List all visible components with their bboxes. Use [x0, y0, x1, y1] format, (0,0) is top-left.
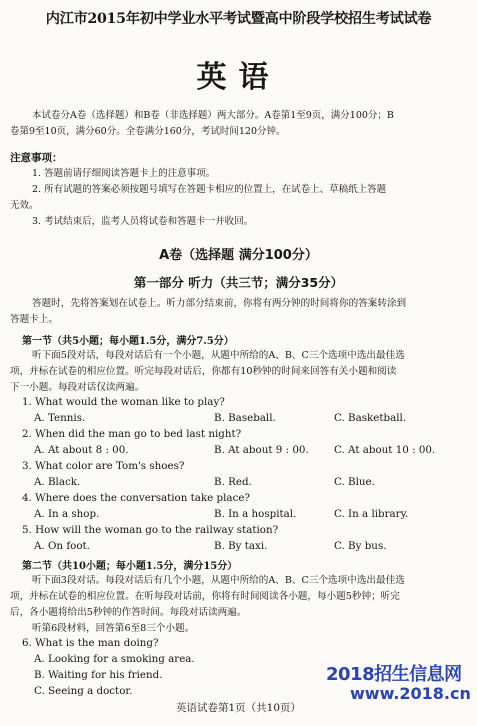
option-a: A. Looking for a smoking area. — [34, 653, 195, 665]
question-2: 2. When did the man go to bed last night? — [22, 428, 242, 440]
notes-list — [10, 166, 470, 230]
section2-instruction — [10, 573, 470, 637]
section1-instruction — [10, 348, 470, 396]
watermark-title: 2018招生信息网 — [326, 664, 462, 685]
part1-instruction-line: 答题卡上。 — [10, 314, 58, 325]
question-4-options — [34, 508, 454, 524]
option-c: C. Basketball. — [334, 412, 407, 424]
section2-instruction-line: 项，并标在试卷的相应位置。在听每段对话前，你将有时间阅读各小题，每小题5秒钟；听完 — [10, 591, 400, 602]
part1-instruction-line: 答题时，先将答案划在试卷上。听力部分结束前，你将有两分钟的时间将你的答案转涂到 — [32, 298, 407, 309]
option-b: B. By taxi. — [214, 540, 268, 552]
question-5: 5. How will the woman go to the railway station? — [22, 524, 279, 536]
option-c: C. By bus. — [334, 540, 387, 552]
intro-line-1: 本试卷分A卷（选择题）和B卷（非选择题）两大部分。A卷第1至9页，满分100分；B — [32, 110, 394, 121]
option-b: B. Waiting for his friend. — [34, 669, 163, 681]
notes-title: 注意事项： — [10, 152, 63, 164]
option-b: B. In a hospital. — [214, 508, 297, 520]
subject-title: 英语 — [196, 60, 281, 95]
question-3: 3. What color are Tom's shoes? — [22, 460, 185, 472]
note-item: 1. 答题前请仔细阅读答题卡上的注意事项。 — [32, 168, 216, 179]
option-c: C. In a library. — [334, 508, 409, 520]
exam-title: 内江市2015年初中学业水平考试暨高中阶段学校招生考试试卷 — [45, 11, 432, 27]
option-c: C. Seeing a doctor. — [34, 685, 133, 697]
question-6: 6. What is the man doing? — [22, 637, 159, 649]
note-item: 3. 考试结束后，监考人员将试卷和答题卡一并收回。 — [32, 216, 254, 227]
section2-instruction-line: 听下面3段对话。每段对话后有几个小题，从题中所给的A、B、C三个选项中选出最佳选 — [32, 575, 405, 586]
option-a: A. At about 8 : 00. — [34, 444, 129, 456]
option-a: A. Black. — [34, 476, 81, 488]
section2-instruction-line: 后，各小题将给出5秒钟的作答时间。每段对话读两遍。 — [10, 607, 247, 618]
section1-instruction-line: 听下面5段对话，每段对话后有一个小题，从题中所给的A、B、C三个选项中选出最佳选 — [32, 350, 405, 361]
question-1: 1. What would the woman like to play? — [22, 396, 225, 408]
note-item: 无效。 — [10, 200, 39, 211]
section1-instruction-line: 下一小题。每段对话仅读两遍。 — [10, 382, 145, 393]
section1-heading: 第一节（共5小题；每小题1.5分，满分7.5分） — [22, 336, 234, 347]
question-2-options — [34, 444, 454, 460]
option-a: A. Tennis. — [34, 412, 86, 424]
part1-title: 第一部分 听力（共三节；满分35分） — [133, 275, 344, 290]
option-b: B. Baseball. — [214, 412, 276, 424]
section1-instruction-line: 项，并标在试卷的相应位置。听完每段对话后，你都有10秒钟的时间来回答有关小题和阅读 — [10, 366, 397, 377]
option-b: B. Red. — [214, 476, 252, 488]
section2-heading: 第二节（共10小题；每小题1.5分，满分15分） — [22, 561, 238, 572]
intro-line-2: 卷第9至10页，满分60分。全卷满分160分，考试时间120分钟。 — [10, 126, 286, 137]
question-1-options — [34, 412, 454, 428]
question-3-options — [34, 476, 454, 492]
watermark-url: www.2018.cn — [350, 684, 471, 703]
option-c: C. Blue. — [334, 476, 375, 488]
page-footer: 英语试卷第1页（共10页） — [175, 702, 302, 714]
section2-instruction-line: 听第6段材料，回答第6至8三个小题。 — [32, 623, 195, 634]
note-item: 2. 所有试题的答案必须按题号填写在答题卡相应的位置上，在试卷上、草稿纸上答题 — [32, 184, 387, 195]
part1-instruction — [10, 296, 470, 328]
option-b: B. At about 9 : 00. — [214, 444, 309, 456]
intro-paragraph — [10, 108, 470, 140]
option-c: C. At about 10 : 00. — [334, 444, 436, 456]
question-5-options — [34, 540, 454, 556]
question-4: 4. Where does the conversation take place? — [22, 492, 250, 504]
option-a: A. In a shop. — [34, 508, 100, 520]
section-a-title: A卷（选择题 满分100分） — [159, 248, 318, 263]
option-a: A. On foot. — [34, 540, 90, 552]
